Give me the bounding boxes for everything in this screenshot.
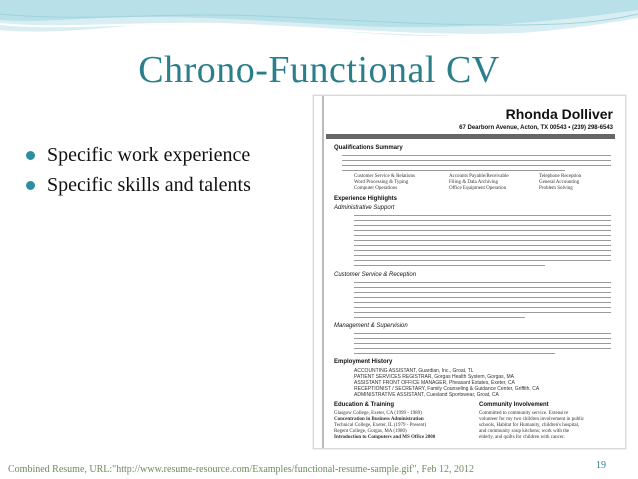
resume-section-qualifications: Qualifications Summary bbox=[334, 145, 403, 151]
text-line bbox=[354, 317, 525, 318]
resume-section-education: Education & Training bbox=[334, 402, 395, 408]
community-line: elderly, and quilts for children with cancer. bbox=[479, 435, 565, 440]
employment-list bbox=[354, 368, 614, 398]
text-line bbox=[342, 160, 611, 161]
text-line bbox=[354, 343, 611, 344]
community-list bbox=[479, 411, 619, 441]
bullet-item bbox=[22, 170, 312, 200]
employment-item: ADMINISTRATIVE ASSISTANT, Cuesland Sportswear, Groat, CA bbox=[354, 392, 499, 398]
text-line bbox=[354, 245, 611, 246]
text-line bbox=[354, 282, 611, 283]
skill-item: Telephone Reception bbox=[539, 174, 582, 179]
text-line bbox=[354, 297, 611, 298]
resume-address: 67 Dearborn Avenue, Acton, TX 00543 • (239) 298-6543 bbox=[459, 125, 613, 131]
text-line bbox=[354, 235, 611, 236]
skill-item: Filing & Data Archiving bbox=[449, 180, 499, 185]
text-line bbox=[354, 260, 611, 261]
page-number: 19 bbox=[596, 460, 606, 471]
source-footer: Combined Resume, URL:"http://www.resume-resource.com/Examples/functional-resume-sample.gif", Feb 12, 2012 bbox=[8, 464, 475, 475]
text-line bbox=[342, 155, 611, 156]
education-line: Regent College, Gorgas, MA (1980) bbox=[334, 429, 407, 434]
employment-item: ASSISTANT FRONT OFFICE MANAGER, Pheasant Estates, Exeter, CA bbox=[354, 380, 515, 386]
text-line bbox=[354, 220, 611, 221]
employment-item: ACCOUNTING ASSISTANT, Guardian, Inc., Groat, TL bbox=[354, 368, 474, 374]
community-line: and community soup kitchens; work with the bbox=[479, 429, 570, 434]
skill-item: Word Processing & Typing bbox=[354, 180, 409, 185]
round-bullet-icon bbox=[26, 181, 35, 190]
text-line bbox=[354, 215, 611, 216]
text-line bbox=[354, 255, 611, 256]
community-line: schools, Habitat for Humanity, children's hospital, bbox=[479, 423, 580, 428]
education-line: Introduction to Computers and MS Office 2000 bbox=[334, 435, 436, 440]
education-line: Glasgow College, Exeter, CA (1999 - 1989) bbox=[334, 411, 422, 416]
employment-item: RECEPTIONIST / SECRETARY, Family Counseling & Guidance Center, Griffith, CA bbox=[354, 386, 540, 392]
bullet-list bbox=[22, 140, 312, 200]
resume-subsection-management: Management & Supervision bbox=[334, 323, 408, 329]
text-line bbox=[354, 338, 611, 339]
community-line: volunteer for my two children involvement in public bbox=[479, 417, 585, 422]
round-bullet-icon bbox=[26, 151, 35, 160]
bullet-text: Specific work experience bbox=[47, 143, 251, 166]
resume-name: Rhonda Dolliver bbox=[505, 106, 613, 122]
resume-image bbox=[313, 95, 626, 449]
text-line bbox=[354, 287, 611, 288]
resume-left-rule bbox=[322, 96, 324, 448]
resume-subsection-customer-service: Customer Service & Reception bbox=[334, 272, 417, 278]
resume-section-experience: Experience Highlights bbox=[334, 196, 398, 202]
education-list bbox=[334, 411, 474, 441]
text-line bbox=[354, 250, 611, 251]
resume-header-bar bbox=[326, 134, 615, 139]
resume-section-employment: Employment History bbox=[334, 359, 393, 365]
text-line bbox=[354, 302, 611, 303]
skill-item: Accounts Payable/Receivable bbox=[449, 174, 509, 179]
education-line: Technical College, Exeter, IL (1979 - Present) bbox=[334, 423, 427, 428]
skill-item: Customer Service & Relations bbox=[354, 174, 415, 179]
text-line bbox=[354, 265, 545, 266]
text-line bbox=[354, 230, 611, 231]
bullet-item bbox=[22, 140, 312, 170]
skills-col-3 bbox=[539, 174, 619, 192]
text-line bbox=[342, 165, 611, 166]
skill-item: Office Equipment Operation bbox=[449, 186, 507, 191]
text-line bbox=[342, 170, 565, 171]
employment-item: PATIENT SERVICES REGISTRAR, Gorgas Health System, Gorgas, MA bbox=[354, 374, 514, 380]
text-line bbox=[354, 348, 611, 349]
skill-item: General Accounting bbox=[539, 180, 580, 185]
bullet-text: Specific skills and talents bbox=[47, 173, 251, 196]
community-line: Committed to community service. Extensive bbox=[479, 411, 569, 416]
education-line: Concentration in Business Administration bbox=[334, 417, 424, 422]
resume-section-community: Community Involvement bbox=[479, 402, 549, 408]
text-line bbox=[354, 307, 611, 308]
skill-item: Problem Solving bbox=[539, 186, 573, 191]
skill-item: Computer Operations bbox=[354, 186, 398, 191]
text-line bbox=[354, 292, 611, 293]
slide-title: Chrono-Functional CV bbox=[138, 49, 500, 91]
skills-col-2 bbox=[449, 174, 534, 192]
skills-col-1 bbox=[354, 174, 444, 192]
resume-subsection-administrative: Administrative Support bbox=[334, 205, 395, 211]
text-line bbox=[354, 225, 611, 226]
text-line bbox=[354, 240, 611, 241]
text-line bbox=[354, 353, 555, 354]
text-line bbox=[354, 333, 611, 334]
text-line bbox=[354, 312, 611, 313]
